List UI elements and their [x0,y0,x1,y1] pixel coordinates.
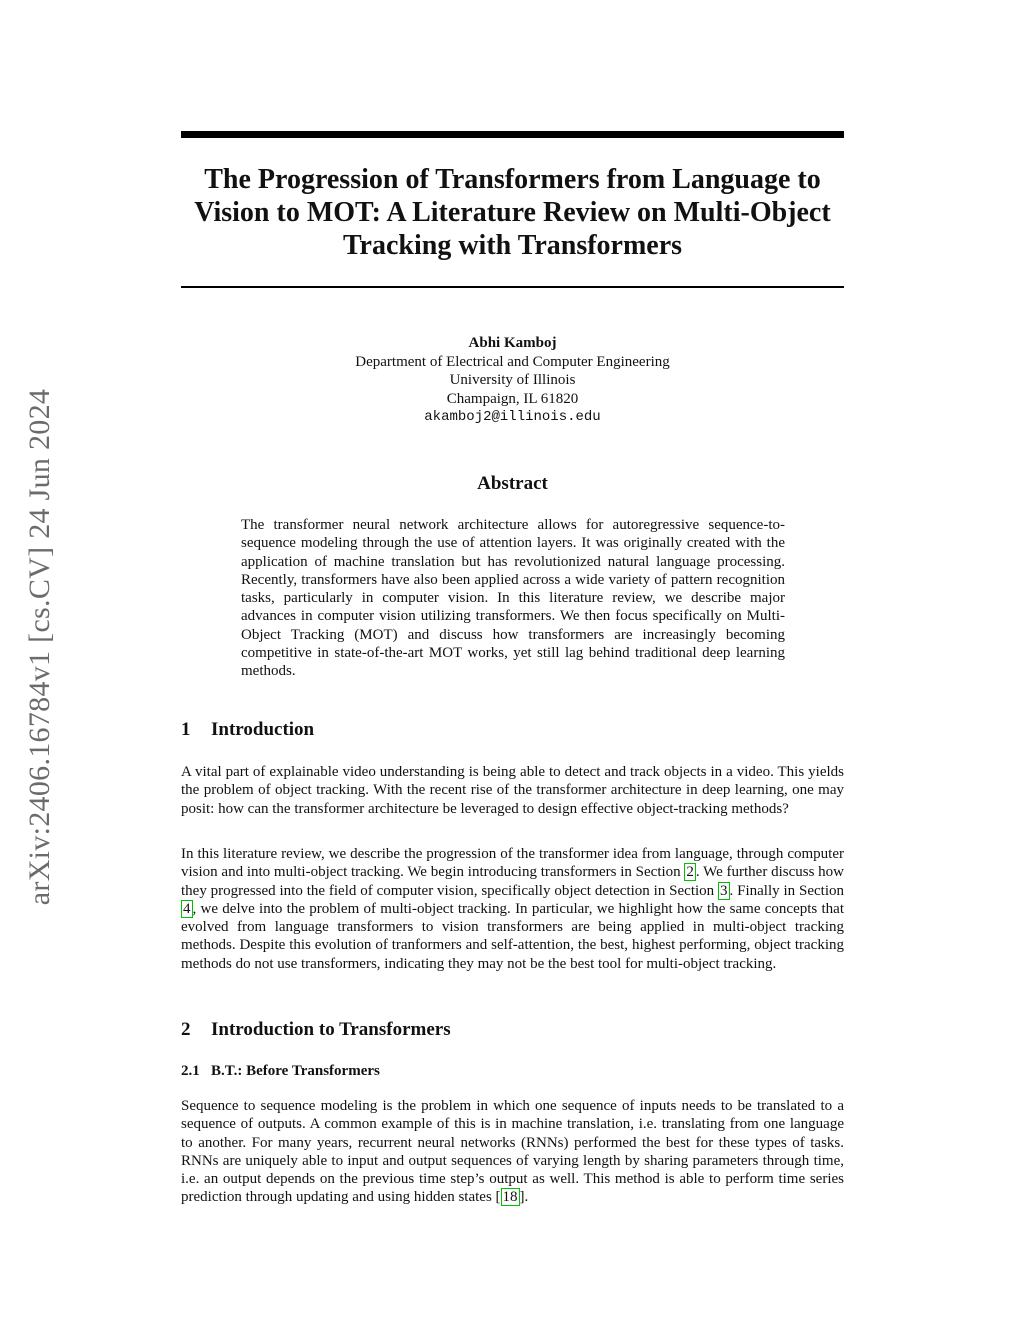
section-2-1-paragraph [181,1097,844,1207]
section-2-link[interactable]: 2 [686,864,694,881]
section-3-link[interactable]: 3 [720,882,728,899]
section-2-heading [181,1019,451,1041]
citation-close-bracket: ] [519,1189,525,1206]
subsection-2-1-title: B.T.: Before Transformers [211,1063,380,1079]
author-university: University of Illinois [449,372,576,388]
author-name: Abhi Kamboj [468,335,557,351]
section-1-heading [181,719,314,741]
section-2-title: Introduction to Transformers [211,1019,451,1040]
section-2-number: 2 [181,1019,191,1040]
title-line-1: The Progression of Transformers from Language to [204,164,821,195]
intro-paragraph-1: A vital part of explainable video understanding is being able to detect and track objects in a video. This yields the problem of object tracking. With the recent rise of the transformer architecture in deep learning, one may posit: how can the transformer architecture be leveraged to design effective object-tracking methods? [181,764,844,817]
section-1-title: Introduction [211,719,315,740]
section-1-number: 1 [181,719,191,740]
intro-p2-part-b: . We further discuss how they progressed into the field of computer vision, specifically object detection in Section [181,864,844,899]
author-block [181,334,844,427]
intro-p2-part-a: In this literature review, we describe the progression of the transformer idea from language, through computer vision and into multi-object tracking. We begin introducing transformers in Section [181,846,844,881]
author-department: Department of Electrical and Computer Engineering [355,353,670,370]
abstract-text: The transformer neural network architecture allows for autoregressive sequence-to-sequence modeling through the use of attention layers. It was originally created with the application of machine translation but has revolutionized natural language processing. Recently, transformers have also been applied across a wide variety of pattern recognition tasks, particularly in computer vision. In this literature review, we describe major advances in computer vision utilizing transformers. We then focus specifically on Multi-Object Tracking (MOT) and discuss how transformers are increasingly becoming competitive in state-of-the-art MOT works, yet still lag behind traditional deep learning methods. [241,517,785,680]
citation-open-bracket: [ [495,1189,501,1206]
author-location: Champaign, IL 61820 [446,390,579,407]
intro-paragraph-2 [181,845,844,973]
title-bottom-rule [181,286,844,288]
section-2-1-text: Sequence to sequence modeling is the problem in which one sequence of inputs needs to be translated to a sequence of outputs. A common example of this is in machine translation, i.e. translating from one language to another. For many years, recurrent neural networks (RNNs) performed the best for these types of tasks. RNNs are uniquely able to input and output sequences of varying length by sharing parameters through time, i.e. an output depends on the previous time step’s output as well. This method is able to perform time series prediction through updating and using hidden states [181,1098,844,1206]
subsection-2-1-heading [181,1063,380,1080]
arxiv-id-text: arXiv:2406.16784v1 [cs.CV] 24 Jun 2024 [23,388,56,906]
arxiv-identifier [8,352,72,942]
section-4-link[interactable]: 4 [183,900,191,917]
intro-p2-part-c: . Finally in Section [729,882,845,899]
title-line-2: Vision to MOT: A Literature Review on Multi-Object [194,197,831,228]
intro-p2-part-d: , we delve into the problem of multi-object tracking. In particular, we highlight how the same concepts that evolved from language transformers to vision transformers are being applied in multi-object tracking methods. Despite this evolution of tranformers and self-attention, the best, highest performing, object tracking methods do not use transformers, indicating they may not be the best tool for multi-object tracking. [181,900,844,972]
subsection-2-1-number: 2.1 [181,1063,200,1079]
title-line-3: Tracking with Transformers [342,230,683,261]
abstract-heading: Abstract [477,473,548,494]
paper-title [181,163,844,262]
section-2-1-end: . [524,1189,529,1206]
title-top-rule [181,131,844,138]
author-email: akamboj2@illinois.edu [424,409,601,425]
citation-18-link[interactable]: 18 [502,1189,518,1206]
